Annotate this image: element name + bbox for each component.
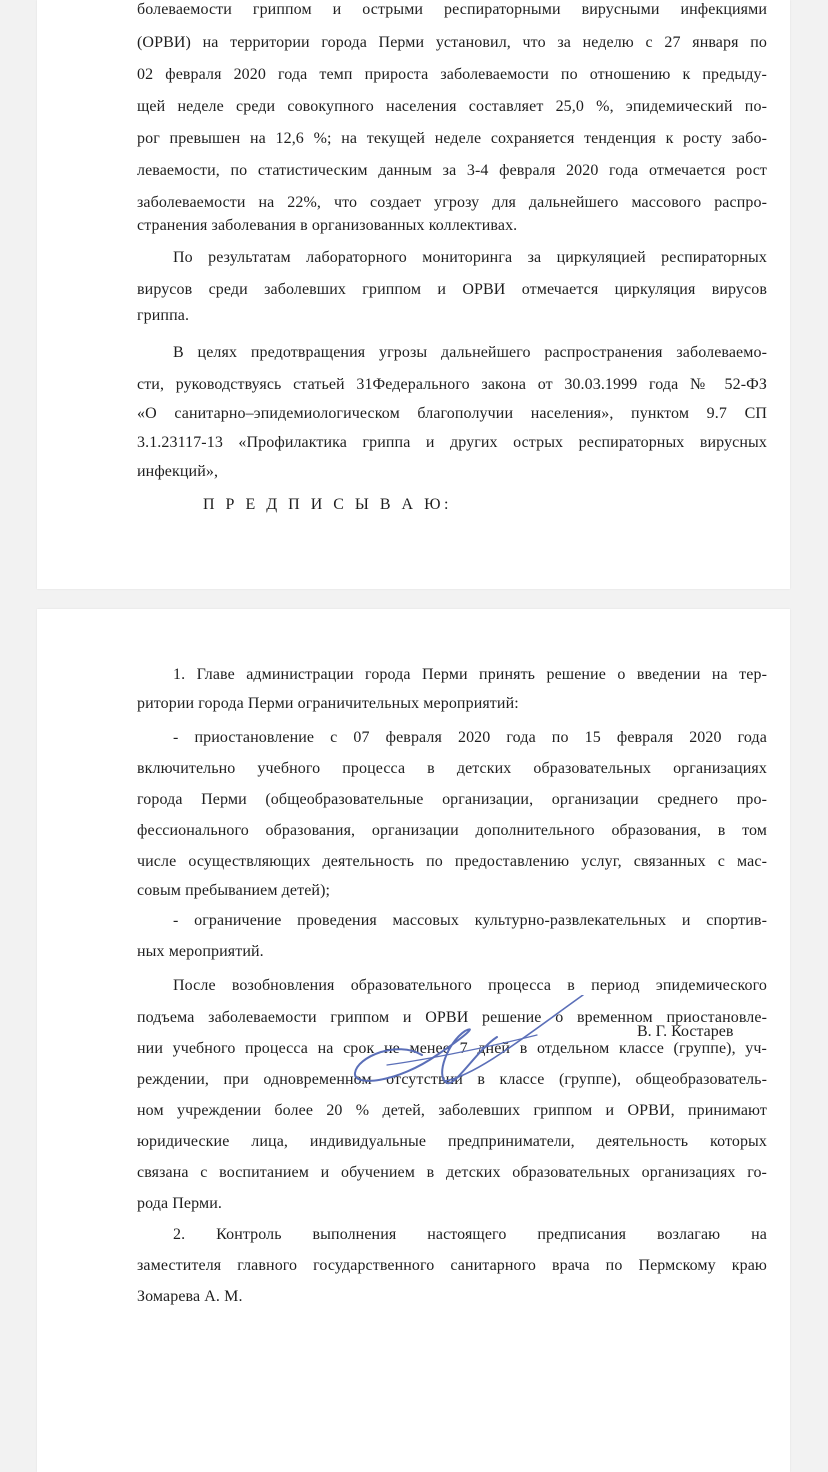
text-line: леваемости, по статистическим данным за 3-4 февраля 2020 года отмечается рост [137, 162, 767, 179]
text-line: По результатам лабораторного мониторинга за циркуляцией респираторных [173, 249, 767, 266]
text-line: 02 февраля 2020 года темп прироста заболеваемости по отношению к предыду- [137, 66, 767, 83]
text-line: Зомарева А. М. [137, 1288, 243, 1305]
decree-heading: П Р Е Д П И С Ы В А Ю: [203, 496, 452, 513]
text-line: 3.1.23117-13 «Профилактика гриппа и других острых респираторных вирусных [137, 434, 767, 451]
text-line: включительно учебного процесса в детских образовательных организациях [137, 760, 767, 777]
text-line: - ограничение проведения массовых культурно-развлекательных и спортив- [173, 912, 767, 929]
text-line: рода Перми. [137, 1195, 222, 1212]
text-line: ритории города Перми ограничительных мероприятий: [137, 695, 519, 712]
text-line: юридические лица, индивидуальные предприниматели, деятельность которых [137, 1133, 767, 1150]
text-line: инфекций», [137, 463, 219, 480]
text-line: «О санитарно–эпидемиологическом благополучии населения», пунктом 9.7 СП [137, 405, 767, 422]
text-line: совым пребыванием детей); [137, 882, 331, 899]
text-line: В целях предотвращения угрозы дальнейшего распространения заболеваемо- [173, 344, 767, 361]
text-line: связана с воспитанием и обучением в детских образовательных организациях го- [137, 1164, 767, 1181]
text-line: странения заболевания в организованных коллективах. [137, 217, 518, 234]
text-line: 1. Главе администрации города Перми принять решение о введении на тер- [173, 666, 767, 683]
text-line: болеваемости гриппом и острыми респираторными вирусными инфекциями [137, 1, 767, 18]
text-line: гриппа. [137, 307, 190, 324]
text-line: ном учреждении более 20 % детей, заболевших гриппом и ОРВИ, принимают [137, 1102, 767, 1119]
text-line: сти, руководствуясь статьей 31Федерального закона от 30.03.1999 года № 52-ФЗ [137, 376, 767, 393]
text-line: щей неделе среди совокупного населения составляет 25,0 %, эпидемический по- [137, 98, 767, 115]
document-page-1 [37, 0, 790, 589]
text-line: 2. Контроль выполнения настоящего предписания возлагаю на [173, 1226, 767, 1243]
document-page-2 [37, 609, 790, 1472]
text-line: заболеваемости на 22%, что создает угрозу для дальнейшего массового распро- [137, 194, 767, 211]
text-line: города Перми (общеобразовательные организации, организации среднего про- [137, 791, 767, 808]
text-line: вирусов среди заболевших гриппом и ОРВИ отмечается циркуляция вирусов [137, 281, 767, 298]
handwritten-signature [327, 995, 587, 1105]
text-line: фессионального образования, организации дополнительного образования, в том [137, 822, 767, 839]
text-line: реждении, при одновременном отсутствии в классе (группе), общеобразователь- [137, 1071, 767, 1088]
text-line: заместителя главного государственного санитарного врача по Пермскому краю [137, 1257, 767, 1274]
text-line: - приостановление с 07 февраля 2020 года по 15 февраля 2020 года [173, 729, 767, 746]
text-line: ных мероприятий. [137, 943, 264, 960]
text-line: подъема заболеваемости гриппом и ОРВИ решение о временном приостановле- [137, 1009, 767, 1026]
text-line: После возобновления образовательного процесса в период эпидемического [173, 977, 767, 994]
text-line: рог превышен на 12,6 %; на текущей неделе сохраняется тенденция к росту забо- [137, 130, 767, 147]
text-line: (ОРВИ) на территории города Перми установил, что за неделю с 27 января по [137, 34, 767, 51]
signer-name: В. Г. Костарев [637, 1023, 734, 1040]
text-line: числе осуществляющих деятельность по предоставлению услуг, связанных с мас- [137, 853, 767, 870]
text-line: нии учебного процесса на срок не менее 7 дней в отдельном классе (группе), уч- [137, 1040, 767, 1057]
